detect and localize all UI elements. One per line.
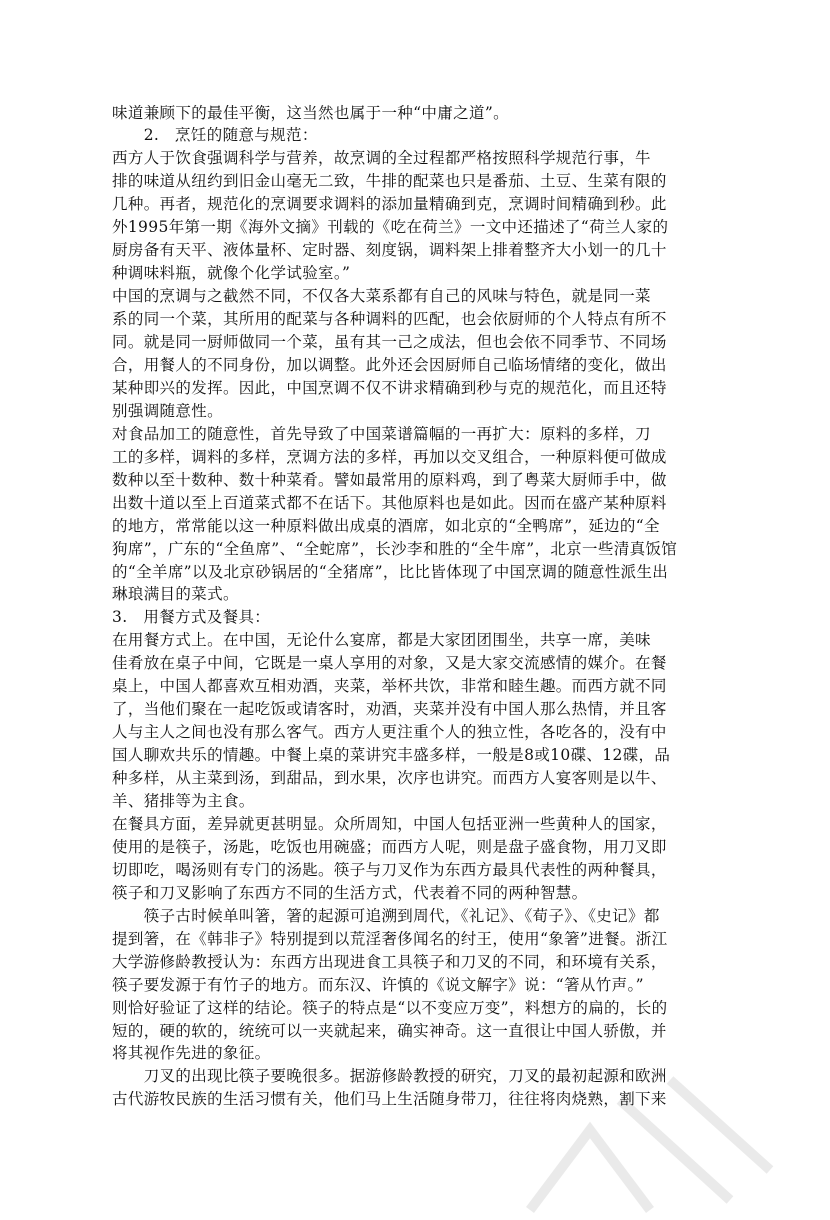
text-line: 出数十道以至上百道菜式都不在话下。其他原料也是如此。因而在盛产某种原料 (112, 493, 667, 512)
text-line: 数种以至十数种、数十种菜肴。譬如最常用的原料鸡，到了粤菜大厨师手中，做 (112, 470, 667, 489)
text-line: 了，当他们聚在一起吃饭或请客时，劝酒，夹菜并没有中国人那么热情，并且客 (112, 700, 667, 719)
watermark-logo (470, 1040, 790, 1220)
text-line: 厨房备有天平、液体量杯、定时器、刻度锅，调料架上排着整齐大小划一的几十 (112, 241, 667, 260)
text-line: 羊、猪排等为主食。 (112, 792, 255, 810)
text-line: 的地方，常常能以这一种原料做出成桌的酒席，如北京的“全鸭席”，延边的“全 (112, 516, 660, 535)
text-line: 桌上，中国人都喜欢互相劝酒，夹菜，举杯共饮，非常和睦生趣。而西方就不同 (112, 677, 667, 696)
text-line: 国人聊欢共乐的情趣。中餐上桌的菜讲究丰盛多样，一般是8或10碟、12碟，品 (112, 746, 671, 765)
text-line: 人与主人之间也没有那么客气。西方人更注重个人的独立性，各吃各的，没有中 (112, 723, 667, 742)
text-line: 将其视作先进的象征。 (112, 1044, 271, 1063)
text-line: 某种即兴的发挥。因此，中国烹调不仅不讲求精确到秒与克的规范化，而且还特 (112, 378, 667, 397)
text-line: 对食品加工的随意性，首先导致了中国菜谱篇幅的一再扩大：原料的多样，刀 (112, 424, 651, 443)
text-line: 提到箸，在《韩非子》特别提到以荒淫奢侈闻名的纣王，使用“象箸”进餐。浙江 (112, 929, 668, 948)
text-line: 外1995年第一期《海外文摘》刊载的《吃在荷兰》一文中还描述了“荷兰人家的 (112, 218, 669, 237)
text-line: 2. 烹饪的随意与规范： (112, 126, 318, 145)
text-line: 同。就是同一厨师做同一个菜，虽有其一己之成法，但也会依不同季节、不同场 (112, 333, 667, 351)
text-line: 种调味料瓶，就像个化学试验室。” (112, 264, 351, 283)
text-line: 刀叉的出现比筷子要晚很多。据游修龄教授的研究，刀叉的最初起源和欧洲 (112, 1067, 667, 1086)
text-line: 在餐具方面，差异就更甚明显。众所周知，中国人包括亚洲一些黄种人的国家， (112, 814, 667, 833)
text-line: 系的同一个菜，其所用的配菜与各种调料的匹配，也会依厨师的个人特点有所不 (112, 310, 667, 329)
text-line: 西方人于饮食强调科学与营养，故烹调的全过程都严格按照科学规范行事，牛 (112, 149, 651, 168)
text-line: 几种。再者，规范化的烹调要求调料的添加量精确到克，烹调时间精确到秒。此 (112, 195, 667, 214)
text-line: 切即吃，喝汤则有专门的汤匙。筷子与刀叉作为东西方最具代表性的两种餐具， (112, 860, 667, 879)
text-line: 筷子和刀叉影响了东西方不同的生活方式，代表着不同的两种智慧。 (112, 883, 588, 902)
text-line: 3. 用餐方式及餐具： (112, 608, 271, 627)
text-line: 合，用餐人的不同身份，加以调整。此外还会因厨师自己临场情绪的变化，做出 (112, 355, 667, 374)
text-line: 筷子古时候单叫箸，箸的起源可追溯到周代，《礼记》、《荀子》、《史记》都 (112, 906, 660, 925)
text-line: 筷子要发源于有竹子的地方。而东汉、许慎的《说文解字》说：“箸从竹声。” (112, 975, 644, 994)
text-line: 短的，硬的软的，统统可以一夹就起来，确实神奇。这一直很让中国人骄傲，并 (112, 1021, 667, 1040)
text-line: 琳琅满目的菜式。 (112, 585, 239, 604)
text-line: 使用的是筷子，汤匙，吃饭也用碗盛；而西方人呢，则是盘子盛食物，用刀叉即 (112, 837, 667, 856)
text-line: 味道兼顾下的最佳平衡，这当然也属于一种“中庸之道”。 (112, 103, 509, 122)
text-line: 种多样，从主菜到汤，到甜品，到水果，次序也讲究。而西方人宴客则是以牛、 (112, 769, 667, 788)
text-line: 中国的烹调与之截然不同，不仅各大菜系都有自己的风味与特色，就是同一菜 (112, 287, 651, 306)
text-line: 别强调随意性。 (112, 401, 223, 420)
text-line: 的“全羊席”以及北京砂锅居的“全猪席”，比比皆体现了中国烹调的随意性派生出 (112, 562, 669, 581)
text-line: 古代游牧民族的生活习惯有关，他们马上生活随身带刀，往往将肉烧熟，割下来 (112, 1090, 667, 1109)
text-line: 佳肴放在桌子中间，它既是一桌人享用的对象，又是大家交流感情的媒介。在餐 (112, 654, 667, 673)
text-line: 则恰好验证了这样的结论。筷子的特点是“以不变应万变”，料想方的扁的，长的 (112, 998, 668, 1017)
text-line: 在用餐方式上。在中国，无论什么宴席，都是大家团团围坐，共享一席，美味 (112, 631, 651, 650)
text-line: 狗席”，广东的“全鱼席”、“全蛇席”，长沙李和胜的“全牛席”，北京一些清真饭馆 (112, 539, 678, 558)
text-line: 工的多样，调料的多样，烹调方法的多样，再加以交叉组合，一种原料便可做成 (112, 447, 667, 466)
text-line: 大学游修龄教授认为：东西方出现进食工具筷子和刀叉的不同，和环境有关系， (112, 952, 667, 971)
text-line: 排的味道从纽约到旧金山毫无二致，牛排的配菜也只是番茄、土豆、生菜有限的 (112, 172, 667, 191)
